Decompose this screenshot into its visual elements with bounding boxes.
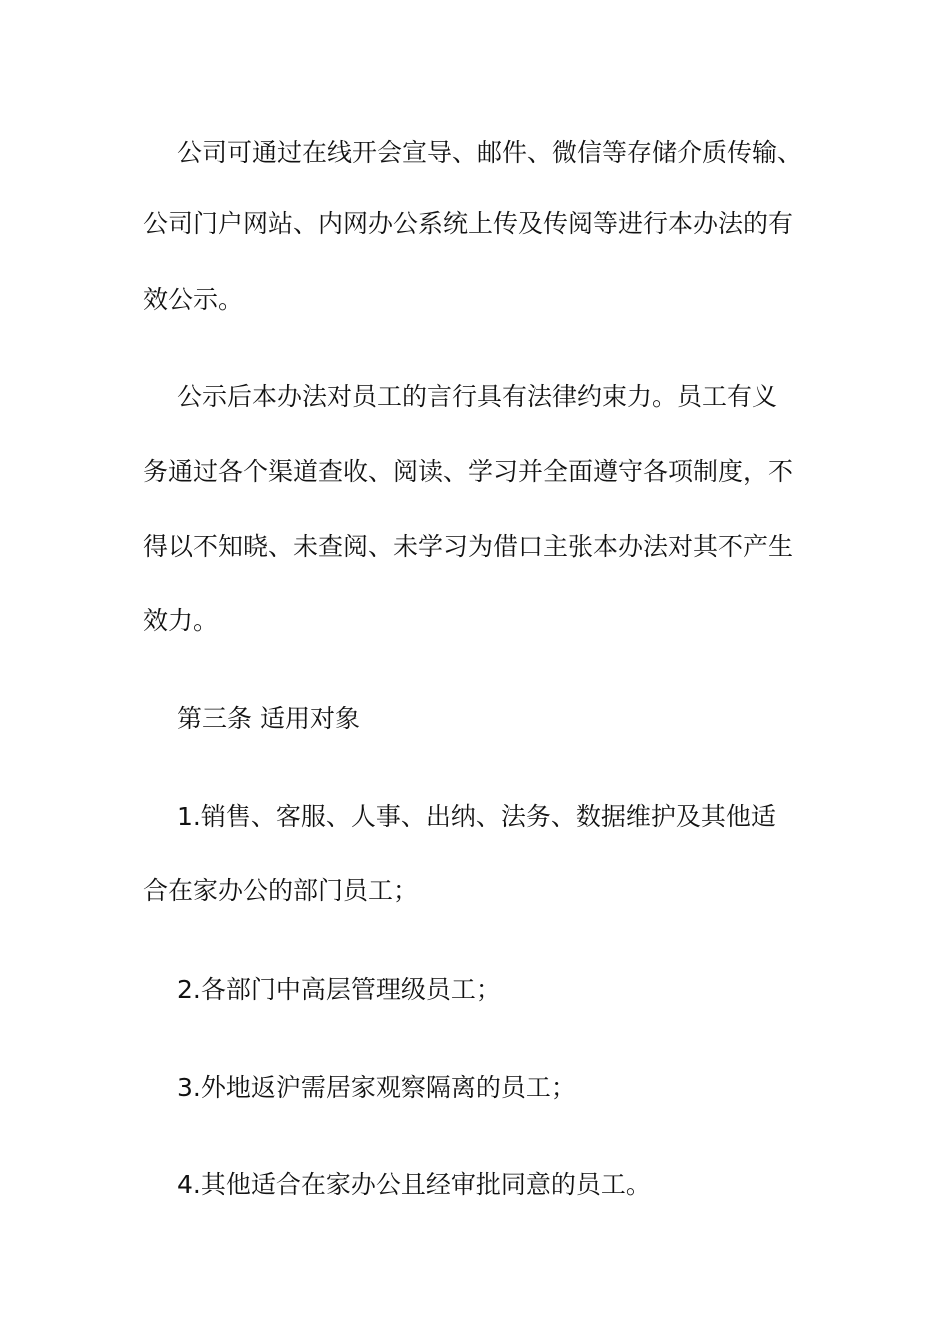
paragraph-2-line-3: 得以不知晓、未查阅、未学习为借口主张本办法对其不产生 — [143, 532, 794, 561]
paragraph-1-line-2: 公司门户网站、内网办公系统上传及传阅等进行本办法的有 — [143, 209, 794, 238]
paragraph-2-line-4: 效力。 — [143, 606, 219, 635]
paragraph-2-line-2: 务通过各个渠道查收、阅读、学习并全面遵守各项制度，不 — [143, 457, 794, 486]
list-item-2: 2.各部门中高层管理级员工； — [177, 975, 501, 1004]
list-item-1-line-1: 1.销售、客服、人事、出纳、法务、数据维护及其他适 — [177, 802, 776, 831]
paragraph-1-line-3: 效公示。 — [143, 285, 244, 314]
paragraph-1-line-1: 公司可通过在线开会宣导、邮件、微信等存储介质传输、 — [177, 138, 803, 167]
paragraph-2-line-1: 公示后本办法对员工的言行具有法律约束力。员工有义 — [177, 382, 778, 411]
list-item-3: 3.外地返沪需居家观察隔离的员工； — [177, 1073, 576, 1102]
list-item-4: 4.其他适合在家办公且经审批同意的员工。 — [177, 1170, 651, 1199]
list-item-1-line-2: 合在家办公的部门员工； — [143, 876, 419, 905]
article-heading: 第三条 适用对象 — [177, 704, 360, 733]
